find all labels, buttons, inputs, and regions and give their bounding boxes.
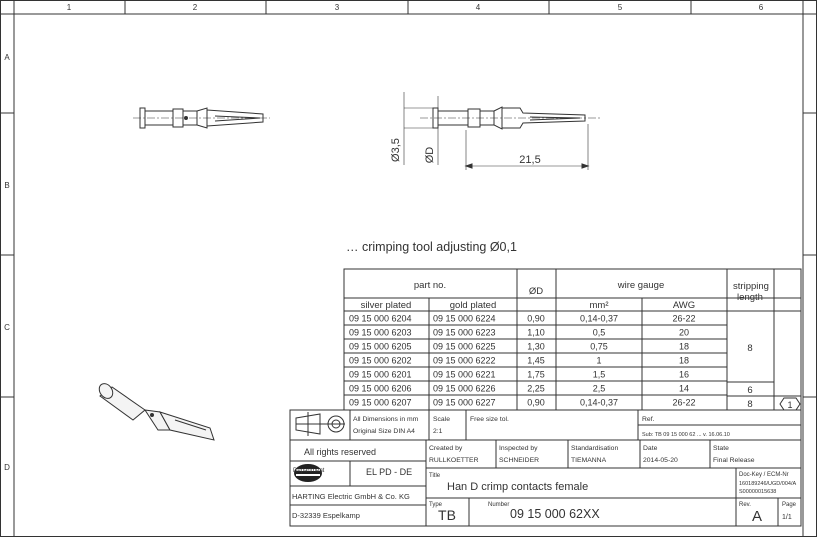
column-label-6: 6 bbox=[758, 3, 764, 12]
doc-key-value-1: 160189246/UGD/004/A bbox=[739, 481, 797, 487]
company-name: HARTING Electric GmbH & Co. KG bbox=[292, 492, 410, 501]
column-label-5: 5 bbox=[617, 3, 623, 12]
table-cell-silver: 09 15 000 6206 bbox=[349, 383, 412, 394]
department-label: Department bbox=[293, 468, 325, 474]
revision-value: A bbox=[751, 508, 763, 525]
silver-plated-header: silver plated bbox=[360, 300, 412, 311]
table-cell-mm2: 2,5 bbox=[592, 383, 606, 394]
table-cell-mm2: 0,75 bbox=[590, 341, 608, 352]
table-cell-gold: 09 15 000 6227 bbox=[433, 397, 496, 408]
table-cell-gold: 09 15 000 6225 bbox=[433, 341, 496, 352]
gold-plated-header: gold plated bbox=[449, 300, 497, 311]
strip-length-dividers bbox=[727, 382, 801, 396]
table-cell-gold: 09 15 000 6221 bbox=[433, 369, 496, 380]
contact-isometric-view bbox=[96, 381, 214, 440]
table-cell-d: 1,75 bbox=[527, 369, 545, 380]
free-size-tolerance: Free size tol. bbox=[470, 416, 509, 423]
date-value: 2014-05-20 bbox=[643, 457, 678, 464]
page-value: 1/1 bbox=[782, 514, 792, 521]
table-cell-awg: 18 bbox=[678, 355, 690, 366]
diameter-3-5-label: Ø3,5 bbox=[390, 138, 402, 162]
table-cell-d: 0,90 bbox=[527, 313, 545, 324]
table-cell-silver: 09 15 000 6202 bbox=[349, 355, 412, 366]
table-cell-d: 1,30 bbox=[527, 341, 545, 352]
contact-side-view bbox=[133, 108, 270, 128]
table-cell-d: 2,25 bbox=[527, 383, 545, 394]
strip-length-6: 6 bbox=[747, 385, 753, 396]
state-label: State bbox=[713, 445, 729, 452]
table-cell-awg: 18 bbox=[678, 341, 690, 352]
ref-label: Ref. bbox=[642, 416, 655, 423]
title-label: Title bbox=[429, 473, 441, 479]
rev-label: Rev. bbox=[739, 502, 751, 508]
awg-header: AWG bbox=[672, 300, 696, 311]
date-label: Date bbox=[643, 445, 658, 452]
original-size: Original Size DIN A4 bbox=[353, 428, 415, 435]
table-cell-silver: 09 15 000 6207 bbox=[349, 397, 412, 408]
created-by-value: RULLKOETTER bbox=[429, 457, 479, 464]
standardisation-label: Standardisation bbox=[571, 445, 619, 452]
table-cell-silver: 09 15 000 6204 bbox=[349, 313, 412, 324]
strip-length-8-b: 8 bbox=[747, 399, 753, 410]
diameter-d-label: ØD bbox=[424, 146, 436, 164]
doc-key-value-2: S00000015638 bbox=[739, 489, 777, 495]
table-cell-d: 1,10 bbox=[527, 327, 545, 338]
table-cell-mm2: 1,5 bbox=[592, 369, 606, 380]
table-cell-gold: 09 15 000 6222 bbox=[433, 355, 496, 366]
mm2-header: mm² bbox=[589, 300, 609, 311]
column-label-4: 4 bbox=[475, 3, 481, 12]
stripping-header: stripping bbox=[733, 281, 769, 292]
department-value: EL PD - DE bbox=[366, 467, 413, 477]
row-label-a: A bbox=[4, 53, 10, 62]
table-cell-gold: 09 15 000 6223 bbox=[433, 327, 496, 338]
table-cell-awg: 14 bbox=[678, 383, 690, 394]
revision-marker-label: 1 bbox=[787, 400, 793, 410]
inspected-by-label: Inspected by bbox=[499, 445, 538, 452]
table-cell-silver: 09 15 000 6201 bbox=[349, 369, 412, 380]
drawing-title: Han D crimp contacts female bbox=[447, 481, 589, 493]
table-cell-awg: 20 bbox=[678, 327, 690, 338]
document-type: TB bbox=[438, 507, 456, 523]
table-cell-awg: 16 bbox=[678, 369, 690, 380]
state-value: Final Release bbox=[713, 457, 755, 464]
strip-length-8-a: 8 bbox=[747, 343, 753, 354]
table-cell-silver: 09 15 000 6205 bbox=[349, 341, 412, 352]
part-no-header: part no. bbox=[413, 280, 447, 291]
document-number: 09 15 000 62XX bbox=[510, 507, 600, 521]
table-cell-awg: 26-22 bbox=[672, 397, 696, 408]
table-cell-silver: 09 15 000 6203 bbox=[349, 327, 412, 338]
doc-key-label: Doc-Key / ECM-Nr bbox=[739, 472, 789, 478]
table-cell-d: 1,45 bbox=[527, 355, 545, 366]
projection-symbol-icon bbox=[296, 412, 345, 436]
page-label: Page bbox=[782, 502, 797, 508]
revision-marker bbox=[780, 398, 800, 410]
row-label-c: C bbox=[4, 323, 10, 332]
length-21-5-label: 21,5 bbox=[519, 154, 541, 166]
created-by-label: Created by bbox=[429, 445, 463, 452]
row-label-d: D bbox=[4, 463, 10, 472]
scale-value: 2:1 bbox=[433, 428, 443, 435]
standardisation-value: TIEMANNA bbox=[571, 457, 607, 464]
table-cell-mm2: 1 bbox=[596, 355, 602, 366]
column-label-3: 3 bbox=[334, 3, 340, 12]
table-cell-awg: 26-22 bbox=[672, 313, 696, 324]
stripping-length-header: length bbox=[737, 292, 763, 303]
table-cell-gold: 09 15 000 6224 bbox=[433, 313, 496, 324]
company-address: D-32339 Espelkamp bbox=[292, 511, 360, 520]
number-label: Number bbox=[488, 502, 510, 508]
wire-gauge-header: wire gauge bbox=[617, 280, 665, 291]
table-cell-gold: 09 15 000 6226 bbox=[433, 383, 496, 394]
column-label-2: 2 bbox=[192, 3, 198, 12]
parts-table-rows bbox=[344, 314, 727, 408]
type-label: Type bbox=[429, 502, 443, 508]
table-cell-d: 0,90 bbox=[527, 397, 545, 408]
crimping-tool-note: … crimping tool adjusting Ø0,1 bbox=[346, 240, 517, 254]
dims-in-mm: All Dimensions in mm bbox=[353, 416, 419, 423]
table-cell-mm2: 0,14-0,37 bbox=[579, 397, 619, 408]
column-label-1: 1 bbox=[66, 3, 72, 12]
table-cell-mm2: 0,14-0,37 bbox=[579, 313, 619, 324]
row-label-b: B bbox=[4, 181, 10, 190]
ref-value: Sub: TB 09 15 000 62 ... v. 16.06.10 bbox=[642, 432, 730, 438]
all-rights-reserved: All rights reserved bbox=[303, 447, 377, 457]
table-cell-mm2: 0,5 bbox=[592, 327, 606, 338]
diameter-header: ØD bbox=[528, 286, 544, 297]
inspected-by-value: SCHNEIDER bbox=[499, 457, 540, 464]
scale-label: Scale bbox=[433, 416, 451, 423]
